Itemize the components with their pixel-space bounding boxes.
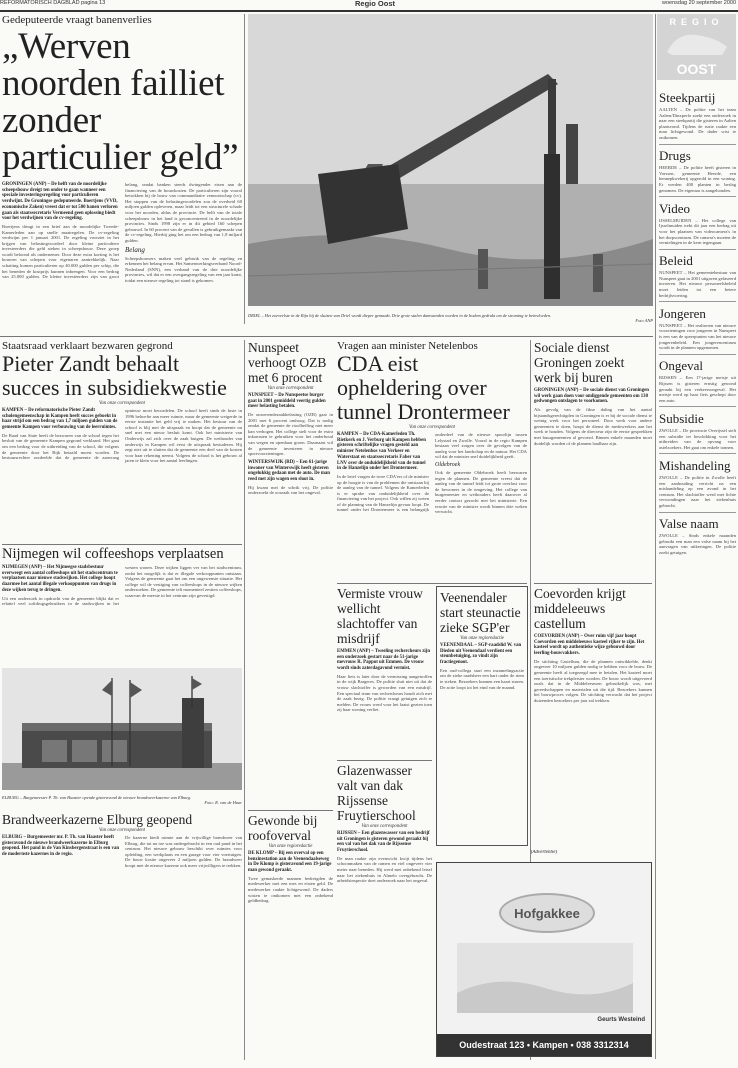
brief-text: IJSSELMUIDEN – Het college van Ijsselmuiden trekt dit jaar een bedrag uit voor het plaatsen van videocamera's in het dorpscentrum. De camera's moeten de vernielingen in de kern tegengaan. <box>659 217 736 246</box>
article-headline: CDA eist opheldering over tunnel Drontermeer <box>337 351 510 424</box>
section-rule <box>0 336 653 337</box>
brief-text: ZWOLLE – De provincie Overijssel stelt een subsidie ter beschikking voor het uitbreiden van de opvang voor asielzoekers. Het gaat om enkele tonnen. <box>659 427 736 450</box>
article-sociale-dienst <box>534 340 652 580</box>
photo-credit: Foto: R. van de Haar <box>204 800 242 806</box>
photo-driel <box>248 14 653 334</box>
pile-driver-photo <box>248 14 653 306</box>
section-rule <box>534 583 652 584</box>
ad-logo: Hofgakkee <box>499 893 595 933</box>
article-headline: Nijmegen wil coffeeshops verplaatsen <box>2 546 224 562</box>
ad-illustration <box>457 943 633 1013</box>
sidebar-brief <box>659 411 736 454</box>
article-byline: Van onze correspondent <box>409 425 455 430</box>
brief-heading: Video <box>659 200 690 216</box>
brief-text: HEERDE – De politie heeft gisteren in Vorssen, gemeente Heerde, een hennepkwekerij opgerold in een woning. Er werden 400 planten in beslag genomen. De eigenaar is aangehouden. <box>659 165 736 193</box>
article-lead: VEENENDAAL – SGP-raadslid W. van Dieden uit Veenendaal verdient een steunbetuiging, zo vindt zijn fractiegenoot. <box>440 643 522 666</box>
ad-footer: Oudestraat 123 • Kampen • 038 3312314 <box>437 1034 651 1056</box>
photo-caption: ELBURG – Burgemeester P. Th. van Haaster opende gisteravond de nieuwe brandweerkazerne van Elburg. <box>2 795 192 800</box>
article-headline: Gewonde bij roofoverval <box>248 813 318 843</box>
article-kicker: Gedeputeerde vraagt banenverlies <box>2 14 152 26</box>
divider <box>655 14 656 1059</box>
article-lead: DE KLOMP – Bij een overval op een benzinestation aan de Veenendaalseweg in De Klomp is gisteravond een 19-jarige man gewond geraakt. <box>248 851 332 874</box>
article-headline: „Werven noorden failliet zonder particulier geld” <box>2 26 239 178</box>
brief-heading: Valse naam <box>659 516 719 532</box>
map-icon <box>657 27 736 57</box>
brief-heading: Jongeren <box>659 305 706 321</box>
article-body: De Raad van State heeft de bezwaren van de school tegen het besluit van de gemeente Kampen gegrond verklaard. Het gaat om een bedrag voor de uitbreiding van de school, die volgens de gemeente door het Rijk betaald moest worden. De bestuursrechter oordeelde dat de gemeente de aanvraag opnieuw moet beoordelen. De school heeft sinds de fusie in 1996 behoefte aan meer ruimte, maar de gemeente weigerde in eerste instantie het geld vrij te maken. Het bestuur van de school is blij met de uitspraak en hoopt dat de gemeente nu snel met een nieuw besluit komt. Ook het ministerie van Onderwijs zal zich over de zaak buigen. De wethouder van onderwijs in Kampen wil eerst de uitspraak bestuderen. Hij zegt niet uit te sluiten dat de gemeente een deel van de kosten voor haar rekening neemt. Volgens de school is het gebouw al jaren te klein voor het aantal leerlingen. <box>2 408 242 464</box>
brief-separator <box>659 406 736 407</box>
article-byline: Van onze regioredactie <box>268 844 313 849</box>
article-headline: Pieter Zandt behaalt succes in subsidiekwestie <box>2 351 227 400</box>
article-lead: COEVORDEN (ANP) – Over ruim vijf jaar hoopt Coevorden een middeleeuws kasteel rijker te zijn. Het kasteel wordt op authentieke wijze gebouwd door leerling-bouwvakkers. <box>534 634 645 657</box>
article-nunspeet-ozb <box>248 340 333 805</box>
article-byline: Van onze correspondent <box>99 828 145 833</box>
fire-station-photo <box>2 668 242 790</box>
sidebar-brief <box>659 201 736 250</box>
sidebar-briefs <box>659 86 736 1061</box>
article-lead: RIJSSEN – Een glazenwasser van een bedrijf uit Groningen is gisteren gewond geraakt bij een val van het dak van de Rijssense Fruytierschool. <box>337 831 430 854</box>
article-subhead: Oldebroek <box>435 461 461 468</box>
ad-label: (Advertentie) <box>530 850 558 855</box>
logo-top: REGIO <box>669 17 724 27</box>
article-lead: KAMPEN – De CDA-Kamerleden Th. Rietkerk en J. Verburg uit Kampen hebben gisteren schriftelijke vragen gesteld aan minister Netelenbos van Verkeer en Waterstaat en staatssecretaris Faber van LNV over de onduidelijkheid van de tunnel in de Hanzelijn onder het Drontermeer. <box>337 432 426 472</box>
article-body: De kazerne biedt ruimte aan de vrijwillige brandweer van Elburg, die tot nu toe was ondergebracht in een oud pand in het centrum. Het nieuwe gebouw beschikt over ruimtes voor opleiding, een werkplaats en een garage voor vier voertuigen. De bouw kostte ongeveer 2 miljoen gulden. De brandweer hoopt met de nieuwe kazerne ook meer vrijwilligers te trekken. <box>125 835 242 868</box>
brief-heading: Mishandeling <box>659 457 731 473</box>
section-rule <box>337 583 527 584</box>
article-subhead: Belang <box>125 245 145 254</box>
brief-text: ZWOLLE – De politie in Zwolle heeft een aanhouding verricht na een mishandeling op een avond in het centrum. Het slachtoffer werd met lichte verwondingen naar het ziekenhuis gebracht. <box>659 474 736 508</box>
brief-heading: Ongeval <box>659 358 704 374</box>
article-body: Haar fiets is later door de vermissing aangetroffen in de wijk Bargeres. De politie sluit niet uit dat de vrouw slachtoffer is geworden van een misdrijf. Een speciaal team van rechercheurs houdt zich met de zaak bezig. De politie vraagt getuigen zich te melden. De vrouw werd voor het laatst gezien toen zij haar woning verliet. <box>337 673 432 713</box>
photo-credit: Foto ANP <box>635 318 653 324</box>
brief-separator <box>659 144 736 145</box>
article-body: De man raakte zijn evenwicht kwijt tijdens het schoonmaken van de ramen en viel ongeveer vier meter naar beneden. Hij werd met onbekend letsel naar het ziekenhuis in Almelo overgebracht. De arbeidsinspectie doet onderzoek naar het ongeval. <box>337 855 432 884</box>
section-title: Regio Oost <box>354 0 395 8</box>
article-roofoverval <box>248 813 333 1058</box>
article-byline: Van onze regioredactie <box>460 636 504 641</box>
photo-elburg <box>2 668 242 808</box>
brief-separator <box>659 453 736 454</box>
article-scheepsbouw <box>2 14 242 319</box>
brief-heading: Steekpartij <box>659 90 716 105</box>
article-headline: Coevorden krijgt middeleeuws castellum <box>534 586 626 631</box>
page-date: woensdag 20 september 2000 <box>662 0 736 6</box>
article-lead: GRONINGEN (ANP) – De sociale dienst van Groningen wil werk gaan doen voor omliggende gemeenten om 130 gedwongen ontslagen te voorkomen. <box>534 388 649 405</box>
article-coevorden <box>534 586 652 876</box>
sidebar-brief <box>659 253 736 302</box>
photo-caption: DRIEL – Het zoeveelste in de Rijn bij de sluizen van Driel wordt dieper gemaakt. Drie grote stalen damwanden worden in de bodem gedrukt om de stroming te beïnvloeden. <box>248 313 552 318</box>
article-body-2: Hij kwam met de schrik vrij. De politie onderzoekt de oorzaak van het ongeval. <box>248 484 333 496</box>
article-body-2: Ook de gemeente Oldebroek heeft bezwaren tegen de plannen. De gemeente vreest dat de aanleg van de tunnel leidt tot grote overlast voor de bewoners in de omgeving. Het college van burgemeester en wethouders heeft daarover al eerder contact gezocht met het ministerie. Een reactie van de minister wordt binnen drie weken verwacht. <box>435 469 527 515</box>
brief-separator <box>659 196 736 197</box>
sidebar-brief <box>659 516 736 555</box>
article-body: Boertjens dringt in een brief aan de noordelijke Tweede-Kamerleden aan op snelle maatregelen. De cv-regeling verdwijnt per 1 januari 2001. De regeling voorziet in het krijgen van belastingvoordeel door kleine particuliere investeerders die geld steken in scheepsbouw. Deze groep wordt beloond als ondernemer. Door deze extra korting is het bouwen van schepen voor eigenaren aantrekkelijk. Naar schatting komen particulieren op 40.000 gulden per schip, die het beneden de kostprijs kunnen inbrengen. Voor een bedrag van 25.000 gulden. De kleine investeerders zijn van groot belang, omdat banken steeds dwingender eisen aan de financiering van de bouwkosten. De particulieren zijn vooral betrokken bij de bouw van commanditaire vennootschap (cv). Het stoppen van de belastingvoordelen zou de overheid 60 miljoen gulden opleveren, maar leidt tot een structurele schade voor het noorden, aldus de provincie. De helft van de totale scheepsbouw in het land is geconcentreerd in de noordelijke provincies. Sinds 1998 zijn er in dit gebied 160 schepen gebouwd. In 60 procent van de gevallen is gebruikgemaakt van de cv-regeling. Hierbij ging het om een bedrag van 1,8 miljard gulden. <box>2 182 242 280</box>
brief-text: NUNSPEET – Het realiseren van nieuwe voorzieningen voor jongeren in Nunspeet is een van de speerpunten van het nieuwe jongerenbeleid. Een jongerencentrum wordt in de plannen opgenomen. <box>659 322 736 351</box>
sidebar-brief <box>659 90 736 144</box>
article-veenendaler <box>436 586 528 846</box>
article-byline: Van onze correspondent <box>361 824 408 829</box>
brief-text: NUNSPEET – Het gemeentebestuur van Nunspeet gaat in 2001 uitgaven gefaseerd invoeren. Het nieuwe personeelsbeleid moet leiden tot een betere bedrijfsvoering. <box>659 270 736 298</box>
article-lead: GRONINGEN (ANP) – De helft van de noordelijke scheepsbouw dreigt ten onder te gaan wanneer een speciale investeringsregeling voor particulieren verdwijnt. De Groningse gedeputeerde. Boertjens (VVD, economische Zaken) vreest dat er tot 500 banen verloren gaan als staatssecretaris Vermeend geen oplossing biedt voor het verdwijnen van de cv-regeling. <box>2 182 118 222</box>
article-body-2: Scheepsbouwers maken veel gebruik van de regeling en erkennen het belang ervan. Het Samenwerkingsverband Noord-Nederland (SNN), een verband van de drie noordelijke provincies, wil dat er een overgangsregeling van een jaar komt, totdat een nieuwe regeling tot stand is gekomen. <box>125 255 242 283</box>
section-rule <box>337 760 432 761</box>
brief-text: AALTEN – De politie van het team Aalten/Dinxperlo zoekt een onderzoek in naar een steekpartij die gisteren in Aalten plaatsvond. Tijdens de ruzie raakte een man lichtgewond. De dader wist te ontkomen. <box>659 107 736 140</box>
article-lead: NUNSPEET – De Nunspeetse burger gaat in 2001 gemiddeld veertig gulden meer belasting betalen. <box>248 393 326 410</box>
sidebar-brief <box>659 148 736 197</box>
brief-text: RIJSSEN – Een 17-jarige meisje uit Rijssen is gisteren ernstig gewond geraakt bij een verkeersongeval. Het meisje werd op haar fiets geschept door een auto. <box>659 375 736 403</box>
brief-separator <box>659 249 736 250</box>
article-vermiste-vrouw <box>337 586 432 756</box>
article-body: Als gevolg van de fikse daling van het aantal bijstandsgerechtigden in Groningen is er bij de sociale dienst te weinig werk voor het personeel. Door werk voor andere gemeenten te doen, hoopt de dienst de medewerkers aan het werk te houden. Volgens de directeur zijn de eerste gesprekken met buurgemeenten al gevoerd. Binnen enkele maanden moet duidelijk worden of de plannen haalbaar zijn. <box>534 407 652 446</box>
advertisement[interactable] <box>436 862 652 1057</box>
ad-tagline: Geurts Westeind <box>597 1017 645 1023</box>
article-byline: Van onze correspondent <box>99 401 145 406</box>
article-lead: NIJMEGEN (ANP) – Het Nijmeegse stadsbestuur overweegt een aantal coffeeshops uit het stadscentrum te verplaatsen naar nieuwe stadswijken. Het college hoopt daarmee het aantal illegale verkooppunten van drugs in deze wijken terug te dringen. <box>2 565 118 593</box>
header-rule <box>0 10 738 12</box>
article-coffeeshops <box>2 546 242 666</box>
sidebar-brief <box>659 358 736 407</box>
section-rule <box>2 544 242 545</box>
article-body: De onroerendezaakbelasting (OZB) gaat in 2001 met 6 procent omhoog. Dat is nodig omdat de gemeente de rioolheffing niet meer kan verhogen. Het college stelt voor de extra inkomsten te gebruiken voor het onderhoud van wegen en openbaar groen. Daarnaast wil de gemeente investeren in nieuwe sportvoorzieningen. <box>248 412 333 457</box>
article-headline: Nunspeet verhoogt OZB met 6 procent <box>248 340 327 385</box>
regio-oost-logo <box>657 14 736 80</box>
article-brandweerkazerne <box>2 812 242 1062</box>
article-lead: EMMEN (ANP) – Tweeling rechercheurs zijn een onderzoek gestart naar de 51-jarige mevrouw R. Pappot uit Emmen. De vrouw wordt sinds zaterdagavond vermist. <box>337 649 431 672</box>
brief-text: ZWOLLE – Sinds enkele maanden gebruikt een man een valse naam bij het aanvragen van uitkeringen. De politie zoekt getuigen. <box>659 533 736 555</box>
article-kicker: Vragen aan minister Netelenbos <box>337 340 478 352</box>
logo-bottom: OOST <box>676 61 717 77</box>
brief-heading: Drugs <box>659 148 691 164</box>
article-headline: Glazenwasser valt van dak Rijssense Fruytierschool <box>337 763 416 823</box>
article-glazenwasser <box>337 763 432 1053</box>
divider <box>244 340 245 1060</box>
article-headline: Sociale dienst Groningen zoekt werk bij buren <box>534 340 625 385</box>
article-body: In de brief vragen de twee CDA'ers of de minister op de hoogte is van de problemen die ontstaan bij de aanleg van de tunnel. Volgens de Kamerleden is er sprake van onduidelijkheid over de financiering van het project. Ook willen zij weten of de planning van de Hanzelijn gevaar loopt. De tunnel onder het Drontermeer is een belangrijk onderdeel van de nieuwe spoorlijn tussen Lelystad en Zwolle. Vooral in de regio Kampen bestaan veel zorgen over de gevolgen van de aanleg voor het landschap en de natuur. Het CDA wil dat de minister snel duidelijkheid geeft. <box>337 432 527 513</box>
paper-name: REFORMATORISCH DAGBLAD pagina 13 <box>0 0 106 6</box>
article-byline: Van onze correspondent <box>267 386 314 391</box>
brief-heading: Subsidie <box>659 410 704 426</box>
brief-separator <box>659 301 736 302</box>
article-body: De stichting Castellum, die de plannen ontwikkelde, denkt ongeveer 10 miljoen gulden nodig te hebben voor de bouw. De gemeente heeft al toegezegd mee te betalen. Het kasteel moet een toeristische trekpleister worden. De bouw wordt uitgevoerd zoals dat in de Middeleeuwen gebruikelijk was, met gereedschappen en materialen uit die tijd. Bezoekers kunnen het bouwproces volgen. De stichting verwacht dat het project duizenden bezoekers per jaar zal trekken. <box>534 658 652 703</box>
brief-heading: Beleid <box>659 253 693 269</box>
divider <box>244 14 245 324</box>
brief-separator <box>659 354 736 355</box>
article-body: Twee gemaskerde mannen bedreigden de medewerker met een mes en eisten geld. De medewerker raakte lichtgewond. De daders wisten te ontkomen met een onbekend geldbedrag. <box>248 875 333 904</box>
article-headline: Brandweerkazerne Elburg geopend <box>2 812 193 827</box>
article-headline: Vermiste vrouw wellicht slachtoffer van misdrijf <box>337 586 423 646</box>
article-lead: ELBURG – Burgemeester mr. P. Th. van Haaster heeft gisteravond de nieuwe brandweerkazerne in Elburg geopend. Het pand in de Van Kinsbergenstraat is een van de modernste kazernes in de regio. <box>2 835 120 858</box>
article-body: Een oud-collega start een inzamelingsactie om de zieke raadsheer een hart onder de riem te steken. Bezoekers kunnen een kaart sturen. De actie loopt tot het eind van de maand. <box>440 667 524 690</box>
article-body: Uit een onderzoek in opdracht van de gemeente blijkt dat er relatief veel softdrugsgebruikers in de stadswijken in het westen wonen. Deze wijken liggen ver van het stadscentrum, zodat het mogelijk is dat er illegale verkooppunten ontstaan. Volgens de gemeente gaat het om een ongewenste situatie. Het college wil de vestiging van coffeeshops in de nieuwe wijken onderzoeken. De gemeente telt momenteel zestien coffeeshops, waarvan de meeste in het centrum zijn gevestigd. <box>2 565 242 607</box>
brief-separator <box>659 512 736 513</box>
article-kicker: Staatsraad verklaart bezwaren gegrond <box>2 340 173 352</box>
sidebar-brief <box>659 458 736 512</box>
article-lead: KAMPEN – De reformatorische Pieter Zandt scholengemeenschap in Kampen heeft succes geboekt in haar strijd om een bedrag van 1,7 miljoen gulden van de gemeente Kampen voor verbouwing van de leerruimtes. <box>2 408 118 431</box>
article-headline: Veenendaler start steunactie zieke SGP'er <box>440 590 521 635</box>
article-pieter-zandt <box>2 340 242 540</box>
article-subhead: WINTERSWIJK (RD) – Een 61-jarige inwoner van Winterswijk heeft gisteren ongelukkig gedaan met de auto. De man reed met zijn wagen een sloot in. <box>248 459 330 482</box>
article-cda-drontermeer <box>337 340 527 580</box>
section-rule <box>248 810 333 811</box>
sidebar-brief <box>659 306 736 355</box>
